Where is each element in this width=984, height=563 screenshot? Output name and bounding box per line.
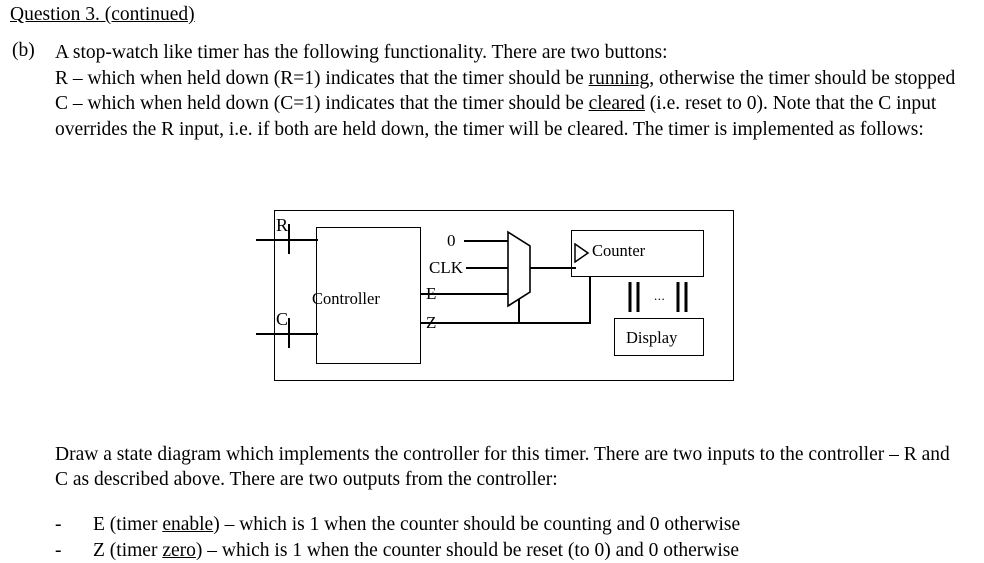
word-zero: zero	[162, 540, 196, 561]
body-line-2-pre: R – which when held down (R=1) indicates that the timer should be	[55, 68, 589, 89]
word-cleared: cleared	[589, 93, 645, 114]
bullet-dash-2: -	[55, 538, 62, 563]
signal-label-zero: 0	[447, 231, 456, 251]
display-label: Display	[626, 328, 677, 348]
bullet-item-z	[55, 538, 960, 563]
wire-z-to-counter	[589, 277, 591, 323]
input-label-c: C	[276, 309, 288, 330]
word-running: running	[589, 68, 650, 89]
bullet-item-e	[55, 512, 960, 538]
timer-block-diagram	[274, 210, 736, 383]
part-b-body	[55, 40, 960, 142]
bullet-e-post: ) – which is 1 when the counter should be counting and 0 otherwise	[213, 514, 740, 535]
bullet-z-post: ) – which is 1 when the counter should be reset (to 0) and 0 otherwise	[196, 540, 739, 561]
input-label-r: R	[276, 215, 288, 236]
wire-r-vertical-tick	[288, 224, 290, 254]
wire-c-horizontal	[256, 333, 318, 335]
counter-label: Counter	[592, 241, 645, 261]
wire-clk-to-mux	[466, 267, 508, 269]
bullet-e-pre: E (timer	[93, 514, 162, 535]
wire-c-vertical-tick	[288, 318, 290, 348]
clock-triangle-icon	[574, 243, 590, 268]
signal-label-clk: CLK	[429, 258, 463, 278]
bus-ellipsis: ...	[654, 288, 665, 304]
body-line-1: A stop-watch like timer has the following functionality. There are two buttons:	[55, 40, 960, 66]
multiplexer-symbol	[506, 230, 532, 306]
body-line-3	[55, 91, 960, 142]
body-line-2	[55, 66, 960, 92]
part-b-question-text	[55, 422, 960, 563]
word-enable: enable	[162, 514, 213, 535]
counter-display-bus	[626, 282, 692, 312]
page-title: Question 3. (continued)	[10, 4, 195, 26]
wire-mux-output	[530, 267, 576, 269]
bullet-z-pre: Z (timer	[93, 540, 162, 561]
part-label: (b)	[12, 40, 35, 62]
controller-label: Controller	[312, 289, 380, 309]
wire-r-horizontal	[256, 239, 318, 241]
wire-zero-to-mux	[464, 240, 508, 242]
body-line-3-post: (i.e. reset to 0). Note that the C input overrides the R input, i.e. if both are held down, the timer will be cleared. The timer is implemented as follows:	[55, 93, 936, 140]
bullet-dash-1: -	[55, 512, 62, 538]
lower-paragraph: Draw a state diagram which implements the controller for this timer. There are two inputs to the controller – R and C as described above. There are two outputs from the controller:	[55, 442, 960, 493]
wire-e-select	[421, 293, 519, 295]
body-line-3-pre: C – which when held down (C=1) indicates that the timer should be	[55, 93, 589, 114]
wire-z-out	[421, 322, 591, 324]
body-line-2-post: , otherwise the timer should be stopped	[649, 68, 955, 89]
